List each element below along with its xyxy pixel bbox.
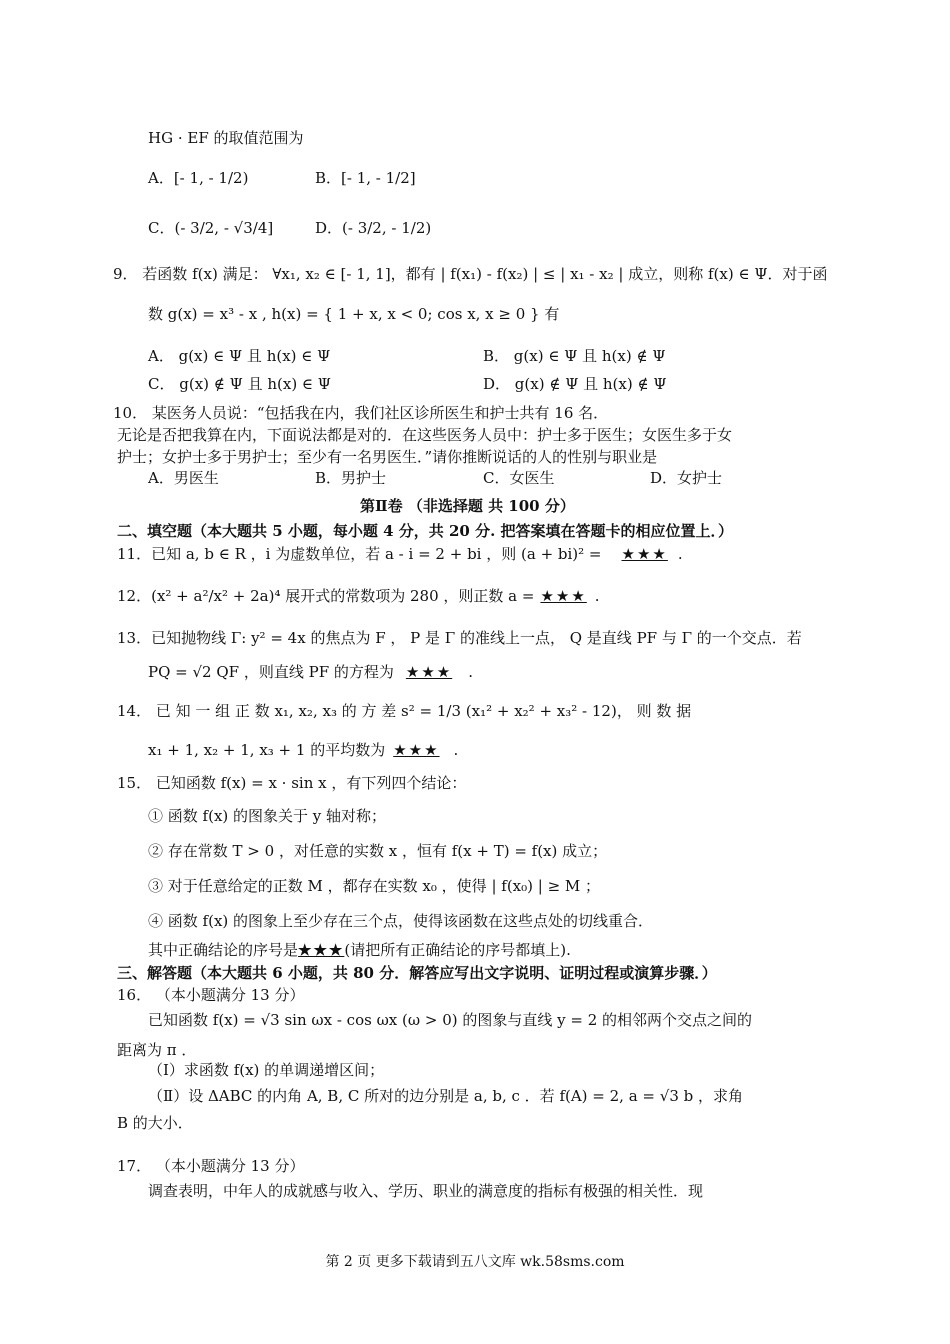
q10-line-3: 护士；女护士多于男护士；至少有一名男医生．”请你推断说话的人的性别与职业是 [117,448,658,466]
q9-line-1: 9． 若函数 f(x) 满足： ∀x₁, x₂ ∈ [- 1, 1]，都有 | f(x₁) - f(x₂) | ≤ | x₁ - x₂ | 成立，则称 f(x) ∈ Ψ．对于函 [113,265,828,283]
q9-option-c: C． g(x) ∉ Ψ 且 h(x) ∈ Ψ [148,375,331,393]
q15-hint: (请把所有正确结论的序号都填上). [344,941,571,959]
q16-part-1: （Ⅰ）求函数 f(x) 的单调递增区间； [148,1061,385,1079]
q8-option-c: C．(- 3/2, - √3/4] [148,219,274,237]
q13-line-2: PQ = √2 QF ，则直线 PF 的方程为 ★★★ . [148,663,473,681]
q15-line-1: 15． 已知函数 f(x) = x · sin x ，有下列四个结论： [117,774,467,792]
q15-statement-2: ② 存在常数 T > 0 ，对任意的实数 x ，恒有 f(x + T) = f(x) 成立； [148,842,608,860]
q15-statement-3: ③ 对于任意给定的正数 M ，都存在实数 x₀ ，使得 | f(x₀) | ≥ M ； [148,877,601,895]
q8-tail: HG · EF 的取值范围为 [148,129,304,147]
q15-answer-line [148,940,571,960]
q17-line-1: 调查表明，中年人的成就感与收入、学历、职业的满意度的指标有极强的相关性．现 [148,1182,704,1200]
q16-line-3: B 的大小． [117,1114,193,1132]
q10-option-a: A．男医生 [148,469,219,487]
q8-option-a: A．[- 1, - 1/2) [148,169,249,187]
q12-text: 12．(x² + a²/x² + 2a)⁴ 展开式的常数项为 280 ，则正数 a = [117,587,535,605]
q13-text: PQ = √2 QF ，则直线 PF 的方程为 [148,663,394,681]
q14-line-1: 14． 已 知 一 组 正 数 x₁, x₂, x₃ 的 方 差 s² = 1/3 (x₁² + x₂² + x₃² - 12)， 则 数 据 [117,702,692,720]
q10-line-2: 无论是否把我算在内，下面说法都是对的．在这些医务人员中：护士多于医生；女医生多于女 [117,426,733,444]
q15-answer-blank: ★★★ [298,941,345,959]
q10-line-1: 10． 某医务人员说：“包括我在内，我们社区诊所医生和护士共有 16 名． [113,404,609,422]
section3-title: 三、解答题（本大题共 6 小题，共 80 分．解答应写出文字说明、证明过程或演算步骤．） [117,964,717,982]
q15-text: 其中正确结论的序号是 [148,941,299,959]
q11: 11．已知 a, b ∈ R ，i 为虚数单位，若 a - i = 2 + bi ，则 (a + bi)² = ★★★ . [117,545,683,563]
q10-option-c: C．女医生 [483,469,555,487]
q12: 12．(x² + a²/x² + 2a)⁴ 展开式的常数项为 280 ，则正数 a = ★★★ . [117,587,600,605]
q10-option-b: B．男护士 [315,469,387,487]
q14-line-2: x₁ + 1, x₂ + 1, x₃ + 1 的平均数为 ★★★ . [148,741,459,759]
q14-answer-blank: ★★★ [393,741,440,759]
q11-answer-blank: ★★★ [621,545,668,563]
q9-line-2: 数 g(x) = x³ - x , h(x) = { 1 + x, x < 0; cos x, x ≥ 0 } 有 [148,305,560,323]
q10-option-d: D．女护士 [650,469,723,487]
q8-option-b: B．[- 1, - 1/2] [315,169,416,187]
q9-option-a: A． g(x) ∈ Ψ 且 h(x) ∈ Ψ [148,347,331,365]
q12-answer-blank: ★★★ [540,587,587,605]
q11-text: 11．已知 a, b ∈ R ，i 为虚数单位，若 a - i = 2 + bi ，则 (a + bi)² = [117,545,602,563]
q13-line-1: 13．已知抛物线 Γ: y² = 4x 的焦点为 F ， P 是 Γ 的准线上一点， Q 是直线 PF 与 Γ 的一个交点．若 [117,629,802,647]
q13-answer-blank: ★★★ [405,663,453,681]
q16-header: 16． （本小题满分 13 分） [117,986,305,1004]
q9-option-d: D． g(x) ∉ Ψ 且 h(x) ∉ Ψ [483,375,667,393]
q16-line-2: 距离为 π ． [117,1041,197,1059]
q15-statement-1: ① 函数 f(x) 的图象关于 y 轴对称； [148,807,387,825]
q14-text: x₁ + 1, x₂ + 1, x₃ + 1 的平均数为 [148,741,386,759]
q8-option-d: D．(- 3/2, - 1/2) [315,219,432,237]
q9-option-b: B． g(x) ∈ Ψ 且 h(x) ∉ Ψ [483,347,666,365]
q17-header: 17． （本小题满分 13 分） [117,1157,305,1175]
section2-title: 二、填空题（本大题共 5 小题，每小题 4 分，共 20 分. 把答案填在答题卡的相应位置上．） [117,522,734,540]
q16-part-2: （Ⅱ）设 ΔABC 的内角 A, B, C 所对的边分别是 a, b, c ．若 f(A) = 2, a = √3 b ，求角 [148,1087,743,1105]
page-footer: 第 2 页 更多下载请到五八文库 wk.58sms.com [325,1254,625,1270]
q15-statement-4: ④ 函数 f(x) 的图象上至少存在三个点，使得该函数在这些点处的切线重合． [148,912,654,930]
q16-line-1: 已知函数 f(x) = √3 sin ωx - cos ωx (ω > 0) 的图象与直线 y = 2 的相邻两个交点之间的 [148,1011,753,1029]
part2-title: 第Ⅱ卷 （非选择题 共 100 分） [360,497,575,515]
